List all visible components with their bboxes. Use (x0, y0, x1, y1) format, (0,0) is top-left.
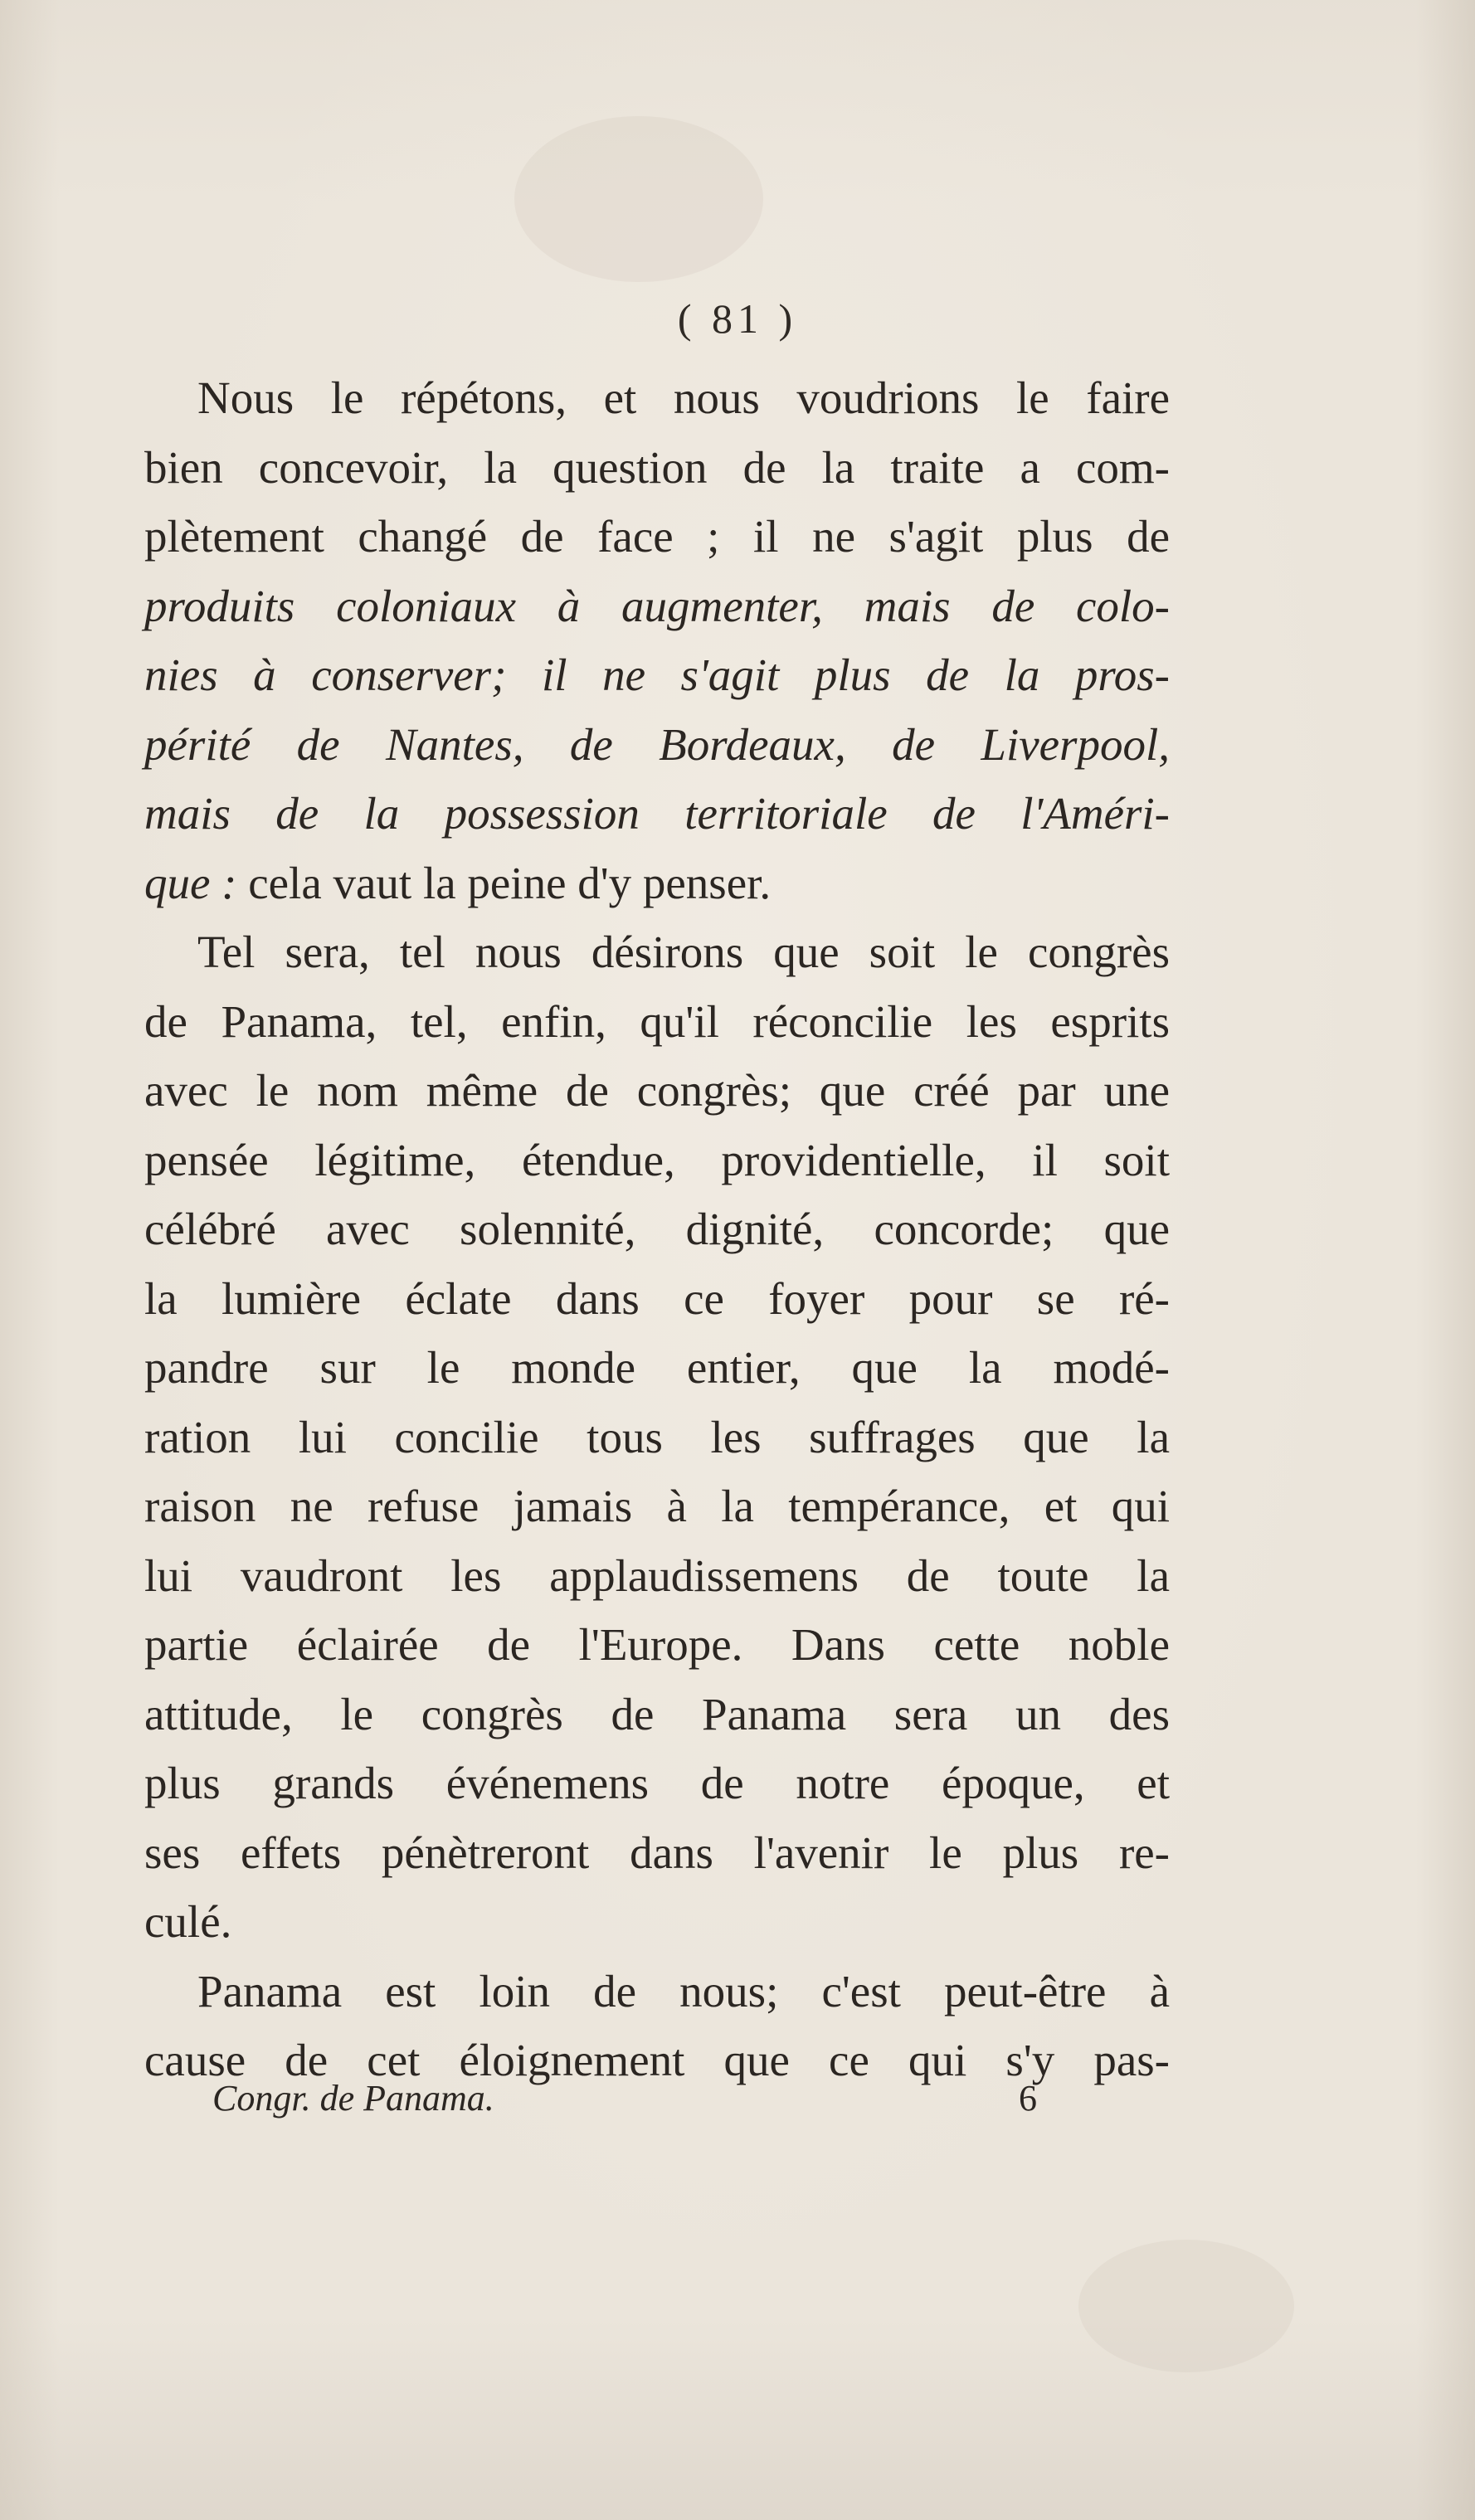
text-line: pandre sur le monde entier, que la modé- (144, 1342, 1170, 1393)
signature-title: Congr. de Panama. (212, 2078, 494, 2119)
page-footer (212, 2070, 1042, 2128)
text-line: mais de la possession territoriale de l'Améri- (144, 788, 1170, 839)
text-line: ses effets pénètreront dans l'avenir le plus re- (144, 1827, 1170, 1878)
text-line: produits coloniaux à augmenter, mais de colo- (144, 580, 1170, 631)
text-line: plus grands événemens de notre époque, et (144, 1758, 1170, 1808)
text-line: nies à conserver; il ne s'agit plus de la pros- (144, 649, 1170, 700)
text-line (144, 849, 1170, 918)
text-line: raison ne refuse jamais à la tempérance, et qui (144, 1481, 1170, 1531)
text-line: de Panama, tel, enfin, qu'il réconcilie les esprits (144, 995, 1170, 1047)
page-number: ( 81 ) (677, 295, 798, 342)
paper-stain (1078, 2240, 1294, 2372)
text-line: cause de cet éloignement que ce qui s'y pas- (144, 2035, 1170, 2085)
text-line: Panama est loin de nous; c'est peut-être à (197, 1965, 1170, 2016)
text-line: bien concevoir, la question de la traite a com- (144, 441, 1170, 493)
text-line: plètement changé de face ; il ne s'agit plus de (144, 511, 1170, 562)
text-line-roman-part: cela vaut la peine d'y penser. (236, 857, 772, 908)
text-line: la lumière éclate dans ce foyer pour se ré- (144, 1272, 1170, 1324)
text-line: périté de Nantes, de Bordeaux, de Liverpool, (144, 718, 1170, 770)
text-line: lui vaudront les applaudissemens de toute la (144, 1549, 1170, 1601)
text-line: ration lui concilie tous les suffrages que la (144, 1411, 1170, 1462)
paper-stain (514, 116, 763, 282)
text-line: célébré avec solennité, dignité, concorde; que (144, 1204, 1170, 1254)
body-text (144, 363, 1170, 2095)
text-line: Tel sera, tel nous désirons que soit le congrès (197, 927, 1170, 977)
text-line: culé. (144, 1896, 232, 1947)
text-line: avec le nom même de congrès; que créé par une (144, 1065, 1170, 1116)
text-line: pensée légitime, étendue, providentielle, il soit (144, 1134, 1170, 1185)
text-line: attitude, le congrès de Panama sera un des (144, 1688, 1170, 1739)
text-line: Nous le répétons, et nous voudrions le faire (197, 372, 1170, 423)
signature-number: 6 (1019, 2078, 1037, 2119)
text-line: partie éclairée de l'Europe. Dans cette noble (144, 1619, 1170, 1670)
text-line-italic-part: que : (144, 857, 237, 908)
